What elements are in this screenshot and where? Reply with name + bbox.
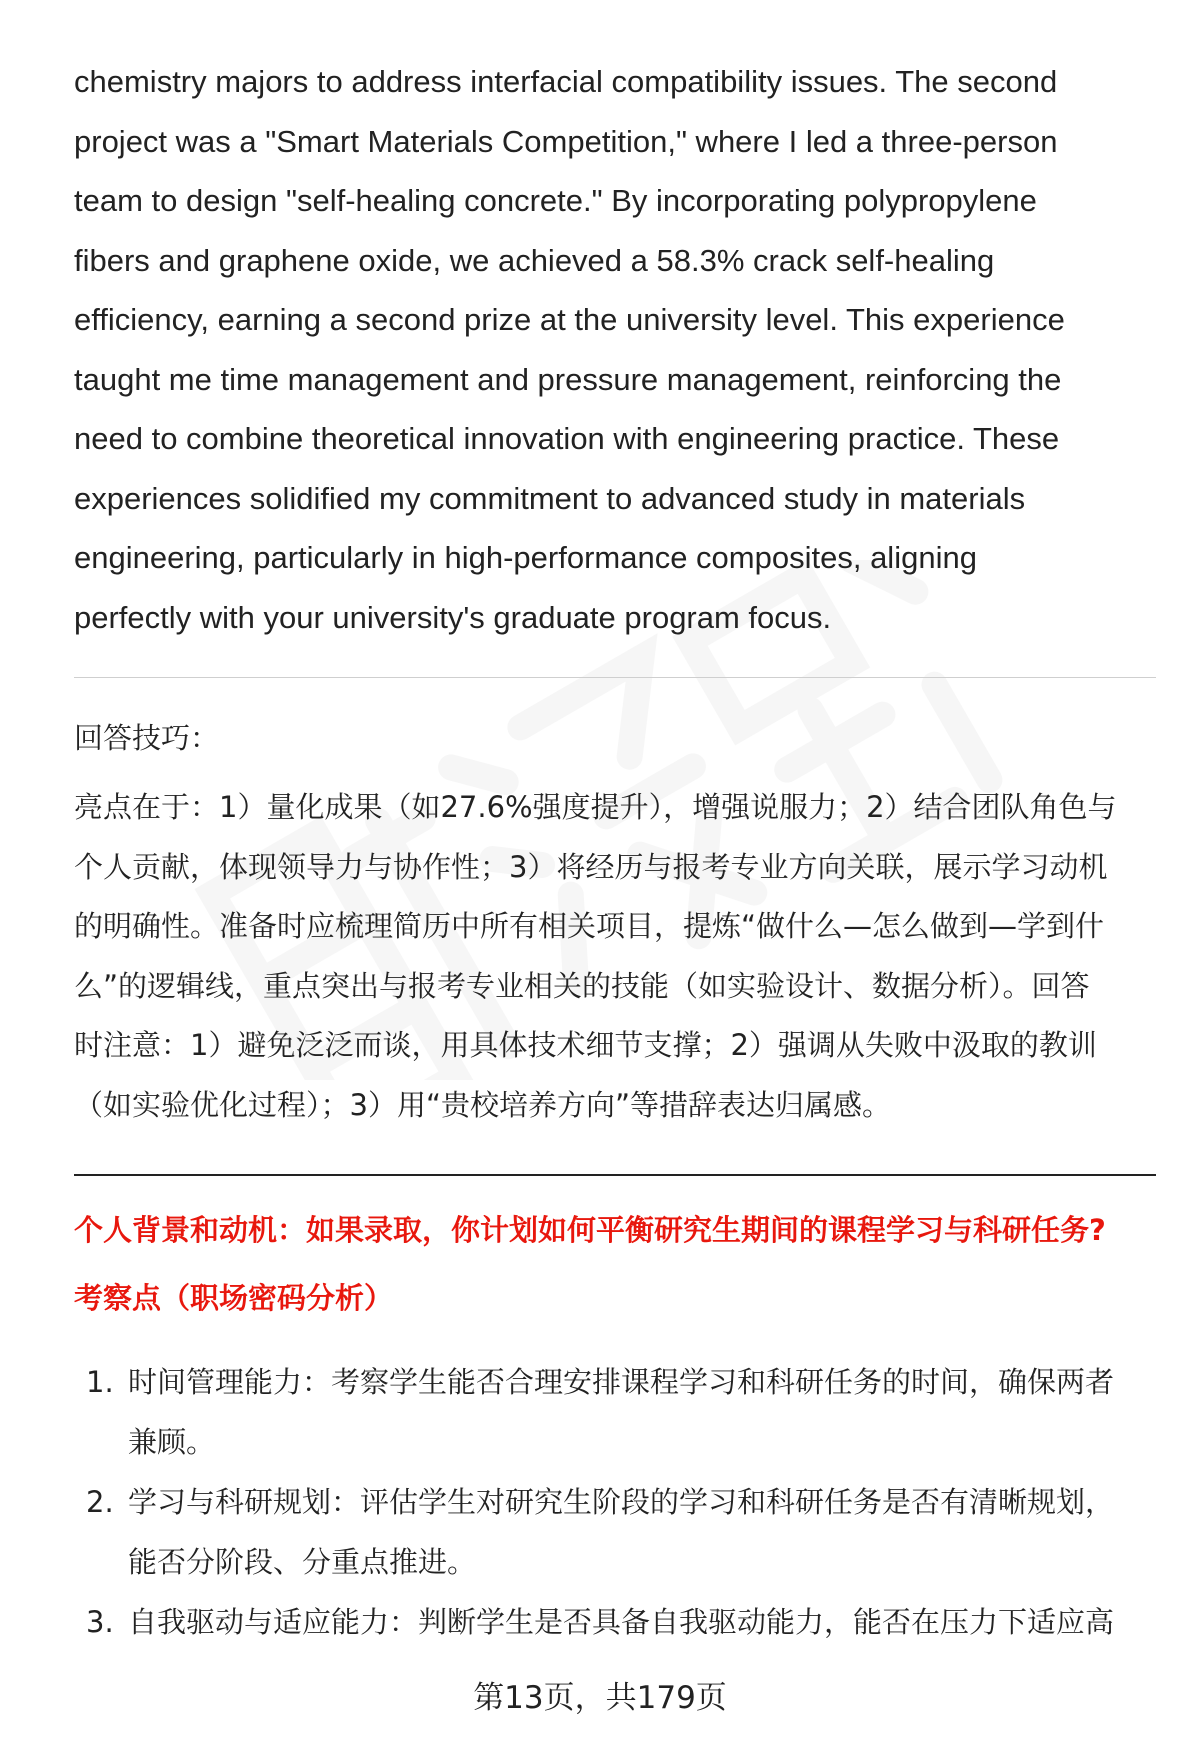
tips-line: 个人贡献，体现领导力与协作性；3）将经历与报考专业方向关联，展示学习动机 xyxy=(74,849,1108,884)
list-item-line: 自我驱动与适应能力：判断学生是否具备自我驱动能力，能否在压力下适应高 xyxy=(128,1605,1115,1639)
body-paragraph xyxy=(74,52,1144,647)
body-line: efficiency, earning a second prize at the university level. This experience xyxy=(74,302,1065,337)
tips-line: （如实验优化过程）；3）用“贵校培养方向”等措辞表达归属感。 xyxy=(74,1087,891,1122)
list-item-number: 1. xyxy=(86,1365,114,1399)
body-line: experiences solidified my commitment to advanced study in materials xyxy=(74,480,1026,516)
list-item-line: 时间管理能力：考察学生能否合理安排课程学习和科研任务的时间，确保两者 xyxy=(128,1365,1115,1399)
list-item-line: 能否分阶段、分重点推进。 xyxy=(128,1545,477,1579)
body-line: team to design "self-healing concrete." By incorporating polypropylene xyxy=(74,183,1037,218)
question-heading: 个人背景和动机：如果录取，你计划如何平衡研究生期间的课程学习与科研任务? xyxy=(74,1213,1106,1247)
body-line: perfectly with your university's graduate program focus. xyxy=(74,599,832,635)
tips-paragraph xyxy=(74,778,1156,1135)
question-divider xyxy=(74,1174,1156,1176)
list-item xyxy=(74,1352,1156,1472)
body-line: need to combine theoretical innovation with engineering practice. These xyxy=(74,421,1060,456)
tips-line: 亮点在于：1）量化成果（如27.6%强度提升），增强说服力；2）结合团队角色与 xyxy=(74,790,1117,824)
body-line: taught me time management and pressure management, reinforcing the xyxy=(74,361,1062,397)
list-item-number: 2. xyxy=(86,1485,114,1519)
body-line: project was a "Smart Materials Competition," where I led a three-person xyxy=(74,123,1058,159)
tips-line: 么”的逻辑线，重点突出与报考专业相关的技能（如实验设计、数据分析）。回答 xyxy=(74,968,1090,1003)
list-item-line: 兼顾。 xyxy=(128,1425,216,1459)
tips-line: 的明确性。准备时应梳理简历中所有相关项目，提炼“做什么—怎么做到—学到什 xyxy=(74,909,1105,943)
body-line: engineering, particularly in high-performance composites, aligning xyxy=(74,540,977,575)
assessment-heading: 考察点（职场密码分析） xyxy=(74,1281,394,1315)
list-item xyxy=(74,1472,1156,1592)
list-item-line: 学习与科研规划：评估学生对研究生阶段的学习和科研任务是否有清晰规划， xyxy=(128,1485,1115,1519)
list-item-number: 3. xyxy=(86,1605,114,1639)
tips-line: 时注意：1）避免泛泛而谈，用具体技术细节支撑；2）强调从失败中汲取的教训 xyxy=(74,1028,1097,1062)
body-line: chemistry majors to address interfacial compatibility issues. The second xyxy=(74,64,1058,99)
assessment-points-list xyxy=(74,1352,1156,1652)
page-number: 第13页，共179页 xyxy=(473,1680,727,1716)
body-line: fibers and graphene oxide, we achieved a 58.3% crack self-healing xyxy=(74,242,995,278)
section-divider xyxy=(74,677,1156,678)
tips-label: 回答技巧： xyxy=(74,721,220,755)
list-item xyxy=(74,1592,1156,1652)
